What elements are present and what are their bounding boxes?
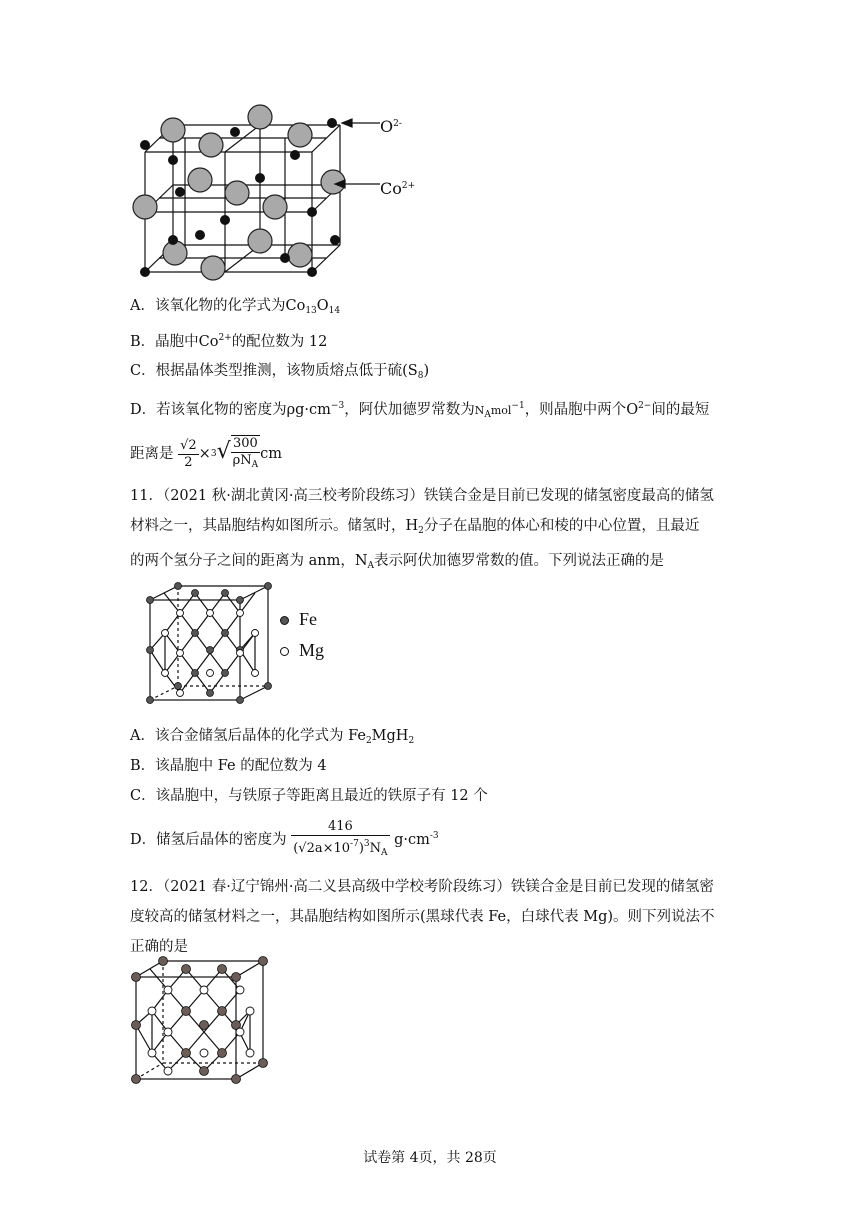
- q11-option-a: A．该合金储氢后晶体的化学式为 $Fe_2MgH_2$: [130, 728, 415, 746]
- q10-option-c: C．根据晶体类型推测，该物质熔点低于硫$(S_8)$: [130, 363, 430, 381]
- q10-option-a: A．该氧化物的化学式为$Co_{13}O_{14}$: [130, 298, 341, 316]
- q10-option-d-line2: 距离是 $\frac{√2}{2}$ ×$^3$√ $\frac{300}{\rho N_A}$ cm: [130, 432, 282, 472]
- legend-fe: Fe: [280, 609, 317, 630]
- q11-stem: 11．（2021 秋·湖北黄冈·高三校考阶段练习）铁镁合金是目前已发现的储氢密度最高的储氢 材料之一，其晶胞结构如图所示。储氢时，$H_2$分子在晶胞的体心和棱的中心位置，且最近 的两个氢分子之间的距离为 anm，$N_A$表示阿伏加德罗常数的值。下列说法正确的是: [130, 488, 714, 571]
- fe-dot-icon: [280, 616, 289, 625]
- legend-mg: Mg: [280, 640, 324, 661]
- femg-crystal-figure-12: [128, 955, 273, 1090]
- q11-option-d: D．储氢后晶体的密度为 $\frac{416}{(√2a\times 10^{-7})^3N_A}$ $g\cdot cm^{-3}$: [130, 816, 439, 856]
- femg-crystal-figure-11: [140, 578, 280, 708]
- sqrt2-over-2-fraction: $\frac{√2}{2}$: [180, 437, 197, 470]
- cube-root-fraction: $\frac{300}{\rho N_A}$: [231, 435, 261, 473]
- label-o-ion: $O^{2-}$: [380, 117, 402, 136]
- page-footer: 试卷第 4页，共 28页: [363, 1150, 497, 1166]
- q11-option-b: B．该晶胞中 Fe 的配位数为 4: [130, 758, 327, 774]
- q10-option-b: B．晶胞中$Co^{2+}$的配位数为 12: [130, 333, 328, 350]
- q11-option-c: C．该晶胞中，与铁原子等距离且最近的铁原子有 12 个: [130, 788, 488, 804]
- label-co-ion: $Co^{2+}$: [380, 179, 416, 198]
- q10-option-d-line1: D．若该氧化物的密度为$\rho g\cdot cm^{-3}$，阿伏加德罗常数为$N_Amol^{-1}$，则晶胞中两个$O^{2-}$间的最短: [130, 401, 710, 420]
- q12-stem: 12．（2021 春·辽宁锦州·高二义县高级中学校考阶段练习）铁镁合金是目前已发现的储氢密 度较高的储氢材料之一，其晶胞结构如图所示(黑球代表 Fe，白球代表 Mg)。则下列说法不 正确的是: [130, 879, 715, 955]
- density-fraction: $\frac{416}{(√2a\times 10^{-7})^3N_A}$: [293, 819, 388, 858]
- mg-dot-icon: [280, 647, 289, 656]
